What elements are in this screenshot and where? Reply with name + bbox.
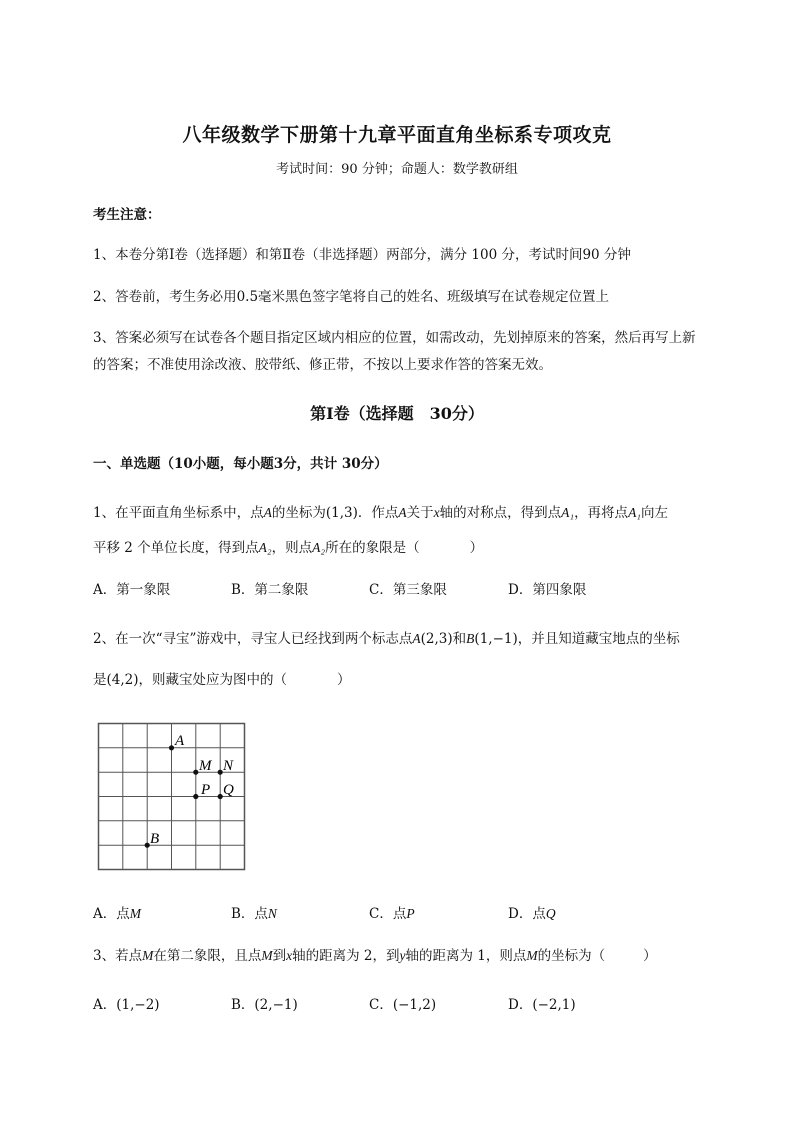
part-heading: 一、单选题（10小题，每小题3分，共计 30分） xyxy=(93,456,388,472)
notice-heading: 考生注意： xyxy=(93,207,161,223)
exam-info: 考试时间：90 分钟；命题人：数学教研组 xyxy=(276,162,518,177)
label-a: A xyxy=(175,733,185,749)
label-q: Q xyxy=(223,782,234,798)
label-n: N xyxy=(223,758,234,774)
q2-option-b[interactable]: B．点N xyxy=(231,906,277,922)
q1-option-c[interactable]: C．第三象限 xyxy=(369,582,447,598)
page-title: 八年级数学下册第十九章平面直角坐标系专项攻克 xyxy=(182,124,612,146)
q1-option-a[interactable]: A．第一象限 xyxy=(93,582,171,598)
q1-option-b[interactable]: B．第二象限 xyxy=(231,582,309,598)
notice-item-2: 2、答卷前，考生务必用0.5毫米黑色签字笔将自己的姓名、班级填写在试卷规定位置上 xyxy=(93,289,610,305)
point-p xyxy=(193,794,198,799)
q1-line-2: 平移 2 个单位长度，得到点A₂，则点A₂所在的象限是（ ） xyxy=(93,540,484,556)
q3-option-b[interactable]: B．(2,−1) xyxy=(231,997,298,1013)
q2-line-2: 是(4,2)，则藏宝处应为图中的（ ） xyxy=(93,672,351,688)
q1-line-1: 1、在平面直角坐标系中，点A的坐标为(1,3)．作点A关于x轴的对称点，得到点A₁，再将点A₁向左 xyxy=(93,505,669,521)
q3-option-d[interactable]: D．(−2,1) xyxy=(508,997,576,1013)
notice-item-3: 3、答案必须写在试卷各个题目指定区域内相应的位置，如需改动，先划掉原来的答案，然后再写上新 xyxy=(93,330,696,346)
q2-option-a[interactable]: A．点M xyxy=(93,906,141,922)
label-m: M xyxy=(199,758,212,774)
q1-option-d[interactable]: D．第四象限 xyxy=(508,582,587,598)
label-b: B xyxy=(150,831,160,847)
q2-line-1: 2、在一次“寻宝”游戏中，寻宝人已经找到两个标志点A(2,3)和B(1,−1)，并且知道藏宝地点的坐标 xyxy=(93,631,680,647)
treasure-grid-figure xyxy=(95,720,250,875)
section-title: 第Ⅰ卷（选择题 30分） xyxy=(310,404,484,423)
notice-item-3-cont: 的答案；不准使用涂改液、胶带纸、修正带，不按以上要求作答的答案无效。 xyxy=(93,357,552,373)
point-m xyxy=(193,770,198,775)
q3-option-c[interactable]: C．(−1,2) xyxy=(369,997,437,1013)
q3-line: 3、若点M在第二象限，且点M到x轴的距离为 2，到y轴的距离为 1，则点M的坐标为（ ） xyxy=(93,948,657,964)
label-p: P xyxy=(201,782,211,798)
notice-item-1: 1、本卷分第Ⅰ卷（选择题）和第Ⅱ卷（非选择题）两部分，满分 100 分，考试时间90 分钟 xyxy=(93,247,631,263)
point-a xyxy=(169,745,174,750)
q3-option-a[interactable]: A．(1,−2) xyxy=(93,997,160,1013)
q2-option-d[interactable]: D．点Q xyxy=(508,906,556,922)
q2-option-c[interactable]: C．点P xyxy=(369,906,415,922)
